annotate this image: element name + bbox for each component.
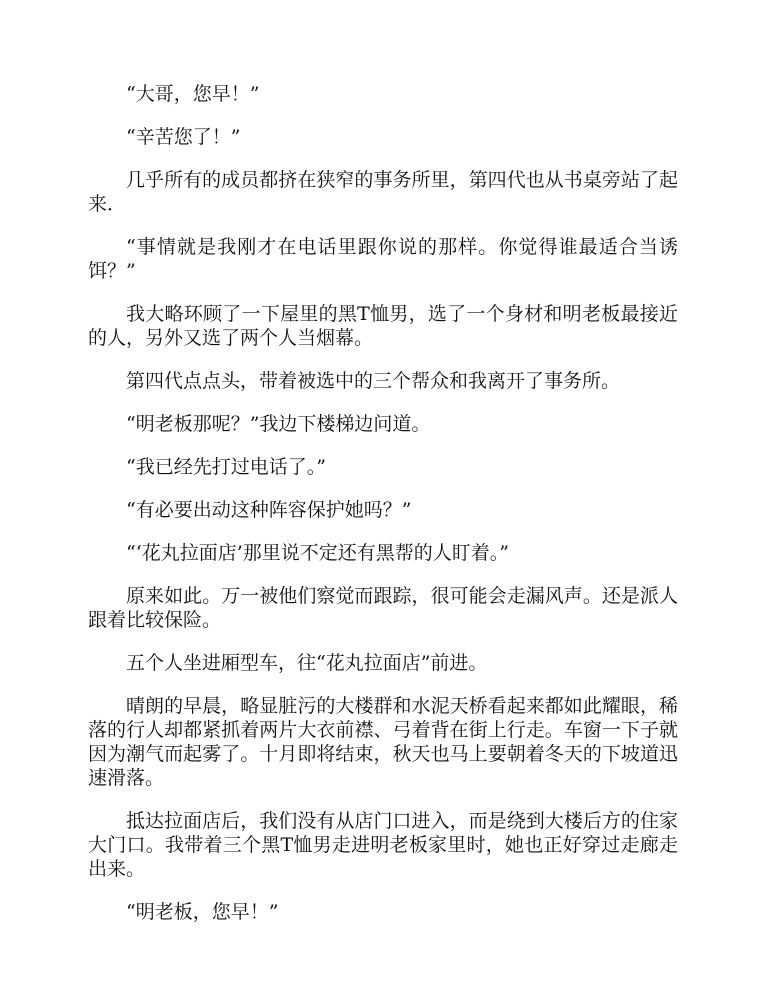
paragraph: 抵达拉面店后，我们没有从店门口进入，而是绕到大楼后方的住家大门口。我带着三个黑T恤男走进明老板家里时，她也正好穿过走廊走出来。: [88, 810, 678, 880]
document-page: [88, 82, 678, 943]
paragraph: 第四代点点头，带着被选中的三个帮众和我离开了事务所。: [126, 370, 621, 392]
paragraph: “明老板，您早！”: [126, 901, 279, 923]
paragraph: “辛苦您了！”: [126, 126, 241, 148]
paragraph: 我大略环顾了一下屋里的黑T恤男，选了一个身材和明老板最接近的人，另外又选了两个人当烟幕。: [88, 303, 678, 349]
paragraph: “明老板那呢？”我边下楼梯边问道。: [126, 413, 431, 435]
paragraph: “大哥，您早！”: [126, 83, 260, 105]
paragraph: 晴朗的早晨，略显脏污的大楼群和水泥天桥看起来都如此耀眼，稀落的行人却都紧抓着两片大衣前襟、弓着背在街上行走。车窗一下子就因为潮气而起雾了。十月即将结束，秋天也马上要朝着冬天的下坡道迅速滑落。: [88, 695, 678, 789]
paragraph: 五个人坐进厢型车，往“花丸拉面店”前进。: [126, 652, 488, 674]
paragraph: “我已经先打过电话了。”: [126, 456, 326, 478]
paragraph: “‘花丸拉面店’那里说不定还有黑帮的人盯着。”: [126, 542, 510, 564]
paragraph: 几乎所有的成员都挤在狭窄的事务所里，第四代也从书桌旁站了起来．: [88, 169, 678, 215]
paragraph: 原来如此。万一被他们察觉而跟踪，很可能会走漏风声。还是派人跟着比较保险。: [88, 585, 678, 631]
paragraph: “事情就是我刚才在电话里跟你说的那样。你觉得谁最适合当诱饵？”: [88, 236, 678, 282]
paragraph: “有必要出动这种阵容保护她吗？”: [126, 499, 412, 521]
